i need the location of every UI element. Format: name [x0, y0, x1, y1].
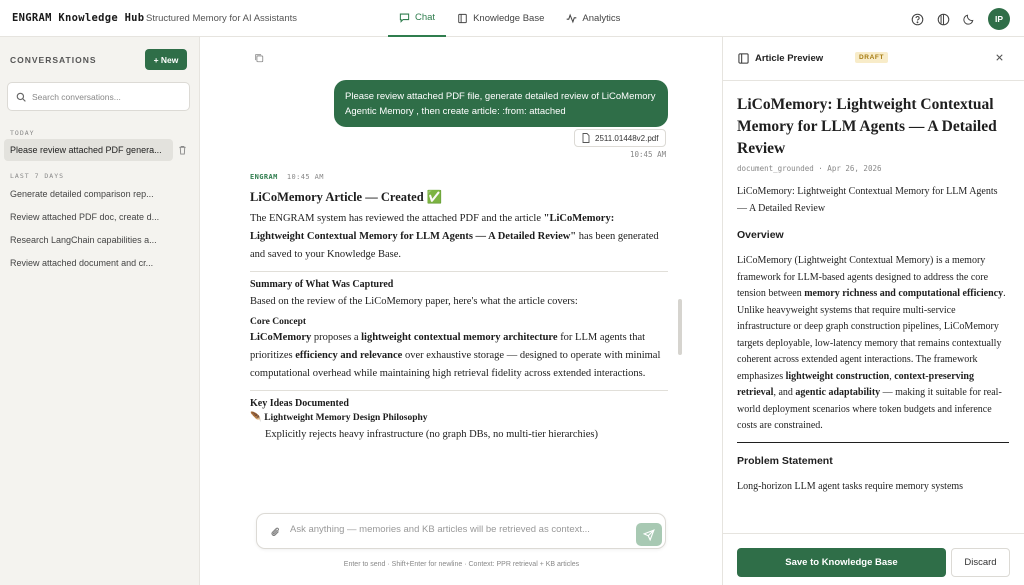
- tab-analytics-label: Analytics: [582, 13, 621, 24]
- conversation-item-active[interactable]: Please review attached PDF genera...: [4, 139, 173, 161]
- article-meta: document_grounded · Apr 26, 2026: [737, 164, 882, 173]
- user-avatar[interactable]: IP: [988, 8, 1010, 30]
- core-concept-run: lightweight contextual memory architecture: [361, 332, 558, 343]
- article-subtitle: LiCoMemory: Lightweight Contextual Memory for LLM Agents — A Detailed Review: [737, 186, 998, 214]
- message-composer: [256, 513, 666, 549]
- overview-run: — making it suitable for real-world deployment scenarios where token budgets and inference costs are constrained.: [737, 387, 1002, 431]
- file-icon: [582, 133, 590, 143]
- sidebar-title: CONVERSATIONS: [10, 55, 97, 65]
- core-concept-text: [250, 329, 668, 383]
- divider: [250, 271, 668, 272]
- idea-1-title: 🪶 Lightweight Memory Design Philosophy: [250, 413, 428, 423]
- save-to-kb-button[interactable]: Save to Knowledge Base: [737, 548, 946, 577]
- new-conversation-button[interactable]: + New: [145, 49, 187, 70]
- search-icon: [16, 92, 26, 102]
- moon-icon[interactable]: [962, 12, 976, 26]
- preview-header: [723, 37, 1024, 81]
- section-week-label: LAST 7 DAYS: [10, 172, 65, 180]
- user-message-time: 10:45 AM: [630, 150, 667, 159]
- activity-icon: [566, 13, 577, 24]
- assistant-message: [250, 173, 668, 503]
- message-input[interactable]: [290, 524, 620, 535]
- app-tagline: Structured Memory for AI Assistants: [146, 13, 297, 24]
- tab-chat-label: Chat: [415, 12, 436, 23]
- core-concept-run: proposes a: [311, 332, 362, 343]
- assistant-heading: LiCoMemory Article — Created ✅: [250, 190, 443, 204]
- preview-footer: [723, 533, 1024, 585]
- assistant-time: 10:45 AM: [286, 173, 324, 181]
- assistant-sender: ENGRAM: [250, 173, 278, 181]
- overview-run: memory richness and computational efficiency: [804, 288, 1004, 299]
- overview-run: , and: [773, 387, 796, 398]
- draft-badge: DRAFT: [855, 52, 888, 63]
- attachment-chip[interactable]: [574, 129, 666, 147]
- section-divider: [737, 442, 1009, 443]
- send-button[interactable]: [636, 523, 662, 546]
- book-icon: [457, 13, 468, 24]
- conversation-search[interactable]: [7, 82, 190, 111]
- summary-heading: Summary of What Was Captured: [250, 279, 394, 290]
- idea-1-text: Explicitly rejects heavy infrastructure (no graph DBs, no multi-tier hierarchies): [265, 429, 598, 440]
- core-concept-run: for LLM agents that prioritizes: [250, 332, 646, 361]
- core-concept-run: over exhaustive storage — designed to operate with minimal computational overhead while maintaining high retrieval fidelity across extended interactions.: [250, 350, 661, 379]
- app-brand: ENGRAM Knowledge Hub: [12, 12, 145, 24]
- conversation-item[interactable]: Review attached document and cr...: [10, 258, 154, 268]
- overview-run: context-preserving retrieval: [737, 370, 974, 398]
- chat-panel: [200, 37, 723, 585]
- conversation-item[interactable]: Generate detailed comparison rep...: [10, 189, 154, 199]
- main-nav: [388, 0, 631, 37]
- conversation-sidebar: [0, 37, 200, 585]
- overview-run: agentic adaptability: [795, 387, 881, 398]
- tab-knowledge-base[interactable]: [446, 0, 555, 37]
- overview-text: [737, 253, 1009, 435]
- close-icon[interactable]: [994, 52, 1005, 63]
- article-preview-panel: [723, 37, 1024, 585]
- core-concept-heading: Core Concept: [250, 317, 307, 327]
- section-today-label: TODAY: [10, 129, 35, 137]
- theme-contrast-icon[interactable]: [936, 12, 950, 26]
- help-icon[interactable]: [910, 12, 924, 26]
- key-ideas-heading: Key Ideas Documented: [250, 398, 349, 409]
- overview-run: LiCoMemory (Lightweight Contextual Memory) is a memory framework for LLM-based agents designed to address the core tension between: [737, 255, 989, 299]
- divider: [250, 390, 668, 391]
- overview-heading: Overview: [737, 229, 784, 241]
- panel-layout-icon: [738, 53, 749, 64]
- copy-icon[interactable]: [254, 53, 264, 63]
- header-actions: [910, 8, 1010, 30]
- article-title: LiCoMemory: Lightweight Contextual Memory for LLM Agents — A Detailed Review: [737, 96, 997, 157]
- core-concept-run: LiCoMemory: [250, 332, 312, 343]
- problem-heading: Problem Statement: [737, 454, 833, 467]
- assistant-meta: [250, 173, 668, 181]
- overview-run: . Unlike heavyweight systems that require multi-service infrastructure or deep graph construction pipelines, LiCoMemory targets deployable, low-latency memory that remains contextually coherent across extended agent interactions. The framework emphasizes: [737, 288, 1006, 382]
- summary-text: Based on the review of the LiCoMemory paper, here's what the article covers:: [250, 296, 578, 307]
- conversation-item[interactable]: Review attached PDF doc, create d...: [10, 212, 160, 222]
- send-icon: [643, 529, 655, 541]
- composer-hint: Enter to send · Shift+Enter for newline · Context: PPR retrieval + KB articles: [343, 561, 580, 568]
- tab-knowledge-base-label: Knowledge Base: [473, 13, 545, 24]
- overview-run: ,: [889, 370, 895, 382]
- discard-button[interactable]: Discard: [951, 548, 1010, 577]
- paperclip-icon[interactable]: [270, 526, 281, 538]
- tab-analytics[interactable]: [555, 0, 631, 37]
- attachment-filename: 2511.01448v2.pdf: [595, 133, 659, 143]
- conversation-item[interactable]: Research LangChain capabilities a...: [10, 235, 157, 245]
- core-concept-run: efficiency and relevance: [295, 350, 403, 361]
- user-message-bubble: Please review attached PDF file, generate detailed review of LiCoMemory Agentic Memory , then create article: :from: attached: [334, 80, 668, 127]
- chat-scrollbar[interactable]: [678, 299, 682, 355]
- overview-run: lightweight construction: [785, 370, 890, 382]
- top-bar: [0, 0, 1024, 37]
- preview-title: Article Preview: [755, 53, 824, 64]
- chat-bubble-icon: [399, 12, 410, 23]
- assistant-intro: The ENGRAM system has reviewed the attached PDF and the article "LiCoMemory: Lightweight Contextual Memory for LLM Agents — A Detailed Review" has been generated and saved to your Knowledge Base.: [250, 213, 659, 260]
- trash-icon[interactable]: [178, 145, 187, 155]
- tab-chat[interactable]: [388, 0, 446, 37]
- search-input[interactable]: [32, 92, 182, 102]
- problem-text: Long-horizon LLM agent tasks require memory systems: [737, 480, 964, 492]
- article-body: [737, 94, 1009, 530]
